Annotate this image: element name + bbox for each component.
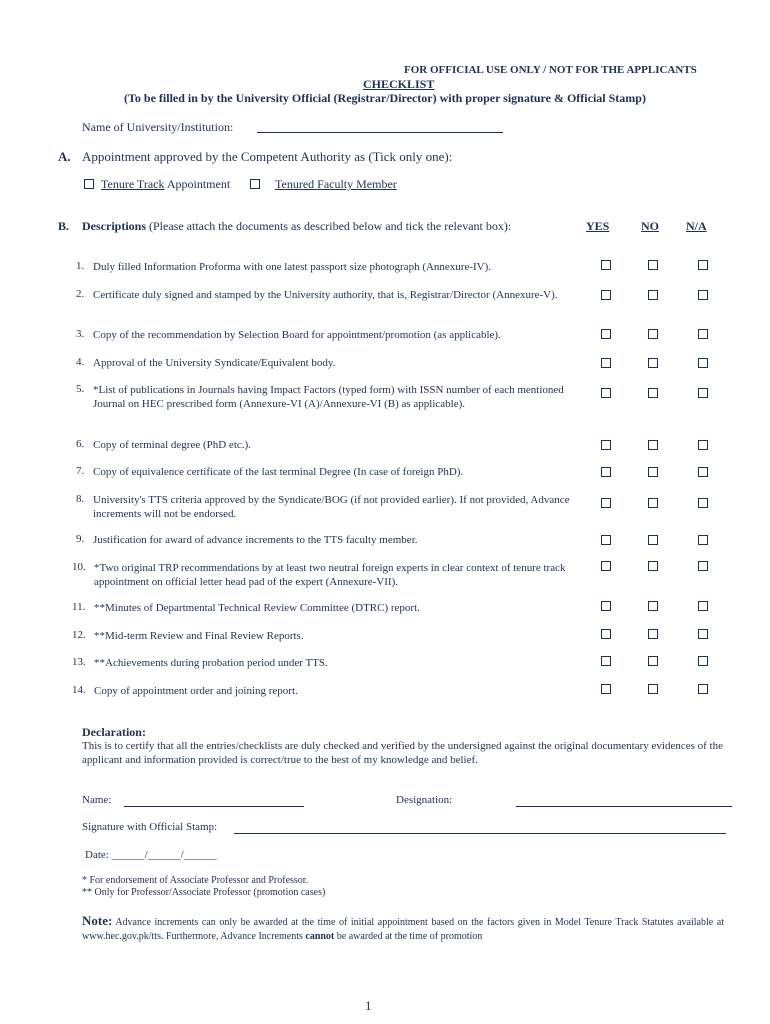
item-number: 1.: [76, 260, 85, 272]
item-7-no-checkbox[interactable]: [648, 467, 658, 477]
item-text: Copy of terminal degree (PhD etc.).: [93, 439, 251, 451]
tenured-faculty-option: Tenured Faculty Member: [275, 177, 397, 191]
item-number: 3.: [76, 328, 85, 340]
item-number: 6.: [76, 438, 85, 450]
item-3-na-checkbox[interactable]: [698, 329, 708, 339]
section-a-letter: A.: [58, 149, 71, 164]
item-5-yes-checkbox[interactable]: [601, 388, 611, 398]
university-label: Name of University/Institution:: [82, 120, 234, 134]
item-14-yes-checkbox[interactable]: [601, 684, 611, 694]
tenure-track-checkbox[interactable]: [84, 179, 94, 189]
section-b-title: Descriptions (Please attach the documents as described below and tick the relevant box):: [82, 219, 512, 233]
signature-field[interactable]: [234, 833, 726, 834]
item-6-no-checkbox[interactable]: [648, 440, 658, 450]
item-1-yes-checkbox[interactable]: [601, 260, 611, 270]
item-text: **Achievements during probation period under TTS.: [94, 657, 328, 669]
item-text: Copy of appointment order and joining report.: [94, 685, 298, 697]
item-12-na-checkbox[interactable]: [698, 629, 708, 639]
official-use-notice: FOR OFFICIAL USE ONLY / NOT FOR THE APPLICANTS: [404, 64, 697, 76]
item-text: University's TTS criteria approved by the Syndicate/BOG (if not provided earlier). If not provided, Advance increments will not be endorsed.: [93, 494, 570, 520]
item-12-yes-checkbox[interactable]: [601, 629, 611, 639]
item-number: 5.: [76, 383, 85, 395]
item-8-yes-checkbox[interactable]: [601, 498, 611, 508]
item-text: Approval of the University Syndicate/Equivalent body.: [93, 357, 336, 369]
item-number: 11.: [72, 601, 86, 613]
item-14-no-checkbox[interactable]: [648, 684, 658, 694]
item-number: 8.: [76, 493, 85, 505]
item-2-no-checkbox[interactable]: [648, 290, 658, 300]
date-field[interactable]: Date: ______/______/______: [85, 849, 217, 861]
item-text: Duly filled Information Proforma with one latest passport size photograph (Annexure-IV).: [93, 261, 492, 273]
item-number: 12.: [72, 629, 86, 641]
item-6-na-checkbox[interactable]: [698, 440, 708, 450]
note-paragraph: Note: Advance increments can only be awarded at the time of initial appointment based on the factors given in Model Tenure Track Statutes available at www.hec.gov.pk/tts. Furthermore, Advance Increments cannot be awarded at the time of promotion: [82, 913, 724, 942]
item-2-yes-checkbox[interactable]: [601, 290, 611, 300]
item-2-na-checkbox[interactable]: [698, 290, 708, 300]
item-1-na-checkbox[interactable]: [698, 260, 708, 270]
section-a-title: Appointment approved by the Competent Authority as (Tick only one):: [82, 149, 453, 164]
name-label: Name:: [82, 794, 112, 806]
item-5-no-checkbox[interactable]: [648, 388, 658, 398]
item-9-na-checkbox[interactable]: [698, 535, 708, 545]
item-8-na-checkbox[interactable]: [698, 498, 708, 508]
item-11-yes-checkbox[interactable]: [601, 601, 611, 611]
page-number: 1: [365, 998, 372, 1013]
item-number: 7.: [76, 465, 85, 477]
item-11-na-checkbox[interactable]: [698, 601, 708, 611]
item-7-na-checkbox[interactable]: [698, 467, 708, 477]
item-10-yes-checkbox[interactable]: [601, 561, 611, 571]
designation-field[interactable]: [516, 806, 732, 807]
item-3-no-checkbox[interactable]: [648, 329, 658, 339]
name-field[interactable]: [124, 806, 304, 807]
item-text: **Mid-term Review and Final Review Reports.: [94, 630, 304, 642]
item-number: 14.: [72, 684, 86, 696]
footnote-two: ** Only for Professor/Associate Professor (promotion cases): [82, 887, 326, 898]
item-13-na-checkbox[interactable]: [698, 656, 708, 666]
item-number: 9.: [76, 533, 85, 545]
item-9-no-checkbox[interactable]: [648, 535, 658, 545]
item-5-na-checkbox[interactable]: [698, 388, 708, 398]
item-number: 2.: [76, 288, 85, 300]
item-text: Certificate duly signed and stamped by the University authority, that is, Registrar/Director (Annexure-V).: [93, 289, 558, 301]
designation-label: Designation:: [396, 794, 453, 806]
item-4-yes-checkbox[interactable]: [601, 358, 611, 368]
item-12-no-checkbox[interactable]: [648, 629, 658, 639]
note-label: Note:: [82, 913, 113, 928]
item-10-no-checkbox[interactable]: [648, 561, 658, 571]
item-9-yes-checkbox[interactable]: [601, 535, 611, 545]
item-text: **Minutes of Departmental Technical Review Committee (DTRC) report.: [94, 602, 420, 614]
checklist-subtitle: (To be filled in by the University Official (Registrar/Director) with proper signature & Official Stamp): [124, 91, 646, 105]
item-number: 4.: [76, 356, 85, 368]
column-yes: YES: [586, 219, 610, 233]
item-text: *Two original TRP recommendations by at least two neutral foreign experts in clear context of tenure track appointment on official letter head pad of the expert (Annexure-VII).: [94, 562, 566, 588]
declaration-text: This is to certify that all the entries/checklists are duly checked and verified by the undersigned against the original documentary evidences of the applicant and information provided is correct/true to the best of my knowledge and belief.: [82, 740, 723, 766]
item-10-na-checkbox[interactable]: [698, 561, 708, 571]
item-4-na-checkbox[interactable]: [698, 358, 708, 368]
tenured-faculty-checkbox[interactable]: [250, 179, 260, 189]
item-1-no-checkbox[interactable]: [648, 260, 658, 270]
item-6-yes-checkbox[interactable]: [601, 440, 611, 450]
item-text: Copy of the recommendation by Selection Board for appointment/promotion (as applicable).: [93, 329, 501, 341]
item-number: 13.: [72, 656, 86, 668]
item-3-yes-checkbox[interactable]: [601, 329, 611, 339]
signature-label: Signature with Official Stamp:: [82, 821, 218, 833]
item-text: Copy of equivalence certificate of the last terminal Degree (In case of foreign PhD).: [93, 466, 464, 478]
item-13-no-checkbox[interactable]: [648, 656, 658, 666]
item-number: 10.: [72, 561, 86, 573]
item-13-yes-checkbox[interactable]: [601, 656, 611, 666]
item-text: Justification for award of advance increments to the TTS faculty member.: [93, 534, 418, 546]
checklist-title: CHECKLIST: [363, 77, 435, 91]
declaration-heading: Declaration:: [82, 725, 146, 739]
column-na: N/A: [686, 219, 707, 233]
footnote-one: * For endorsement of Associate Professor and Professor.: [82, 875, 309, 886]
item-11-no-checkbox[interactable]: [648, 601, 658, 611]
item-14-na-checkbox[interactable]: [698, 684, 708, 694]
item-text: *List of publications in Journals having Impact Factors (typed form) with ISSN number of each mentioned Journal on HEC prescribed form (Annexure-VI (A)/Annexure-VI (B) as applicable).: [93, 384, 564, 410]
item-4-no-checkbox[interactable]: [648, 358, 658, 368]
item-7-yes-checkbox[interactable]: [601, 467, 611, 477]
university-name-field[interactable]: [257, 132, 503, 133]
tenure-track-option: Tenure Track Appointment: [101, 177, 231, 191]
item-8-no-checkbox[interactable]: [648, 498, 658, 508]
column-no: NO: [641, 219, 659, 233]
section-b-letter: B.: [58, 219, 70, 233]
